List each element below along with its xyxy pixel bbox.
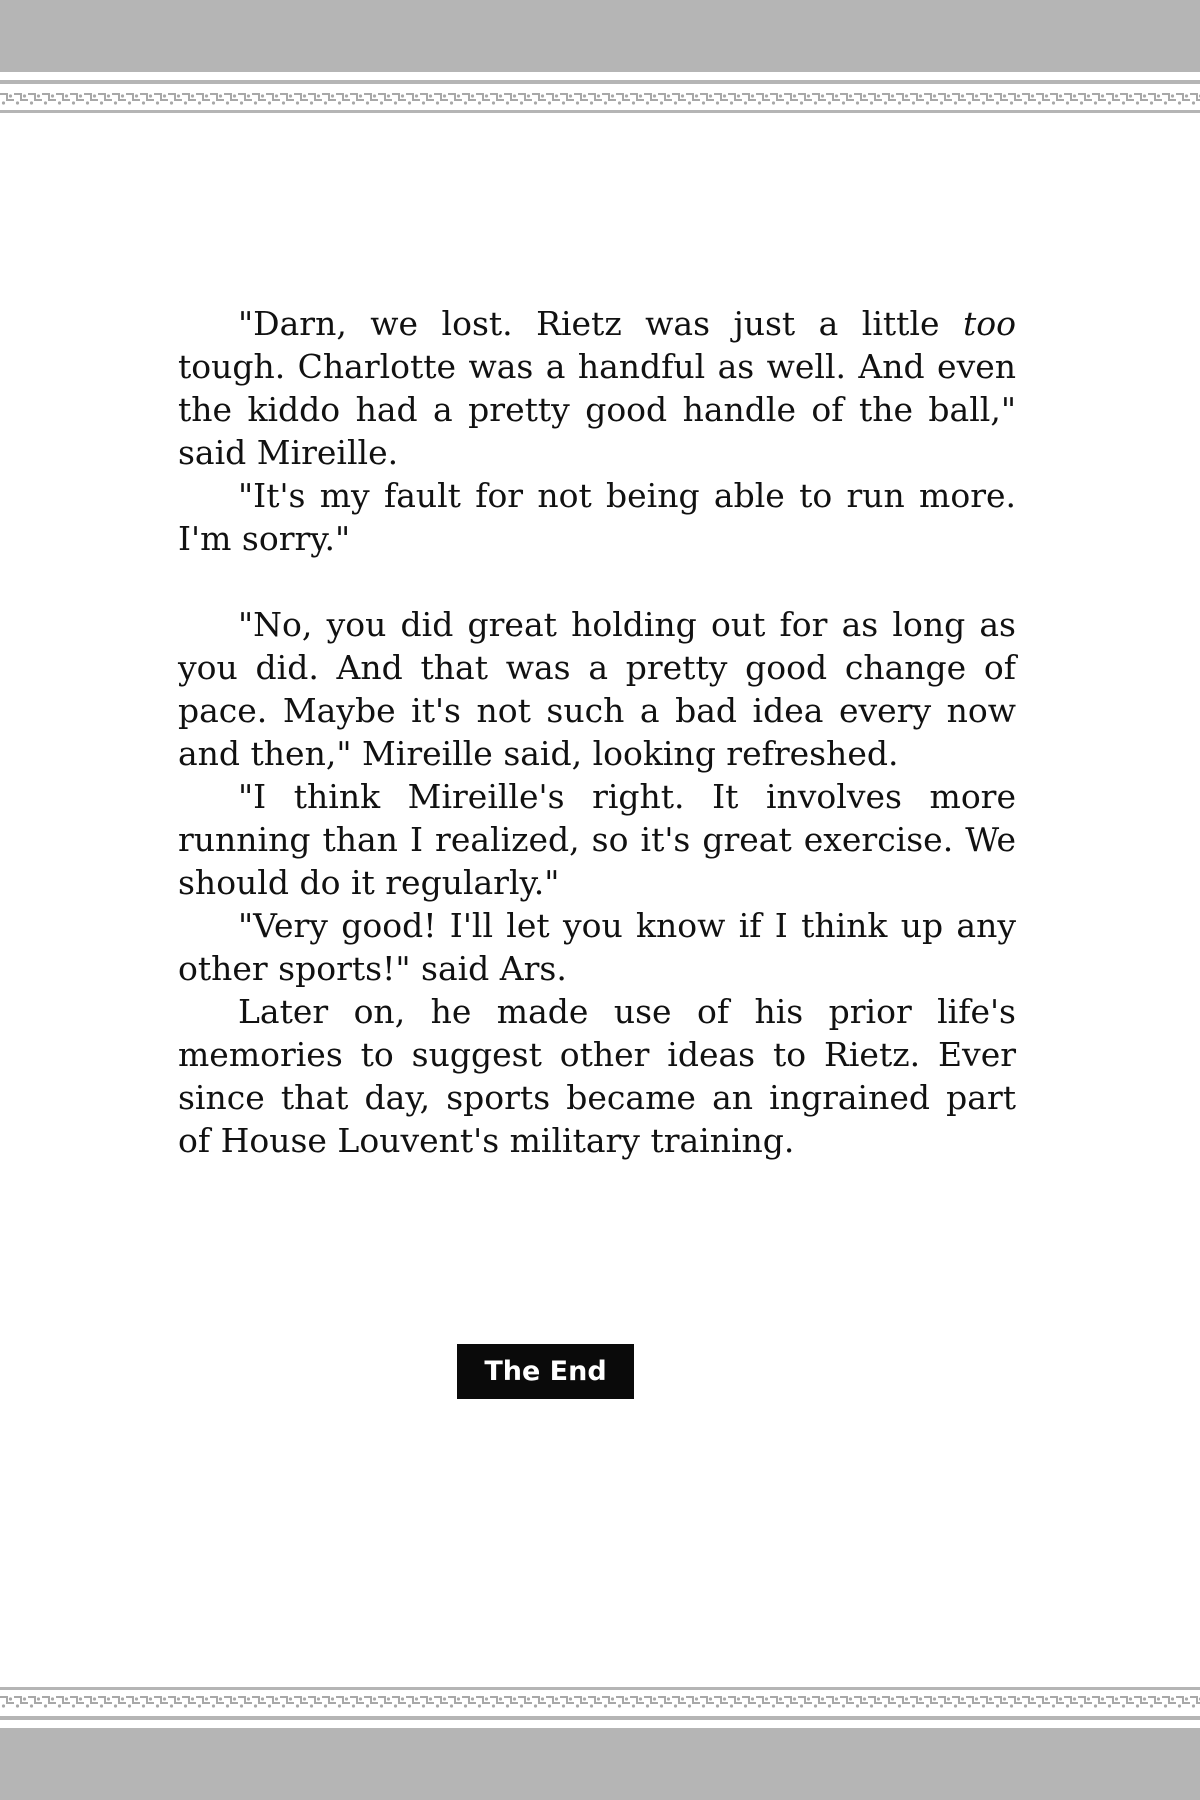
- top-border-rule: [0, 80, 1200, 84]
- bottom-gray-band: [0, 1728, 1200, 1800]
- story-text: [178, 302, 1016, 1162]
- paragraph: [178, 302, 1016, 474]
- emphasized-word: too: [963, 304, 1016, 343]
- bottom-border-rule-inner: [0, 1687, 1200, 1690]
- paragraph: "No, you did great holding out for as long as you did. And that was a pretty good change of pace. Maybe it's not such a bad idea every now and then," Mireille said, looking refreshed.: [178, 605, 1016, 773]
- paragraph-text: "Darn, we lost. Rietz was just a little: [238, 304, 963, 343]
- top-ornament-border: [0, 90, 1200, 108]
- paragraph: Later on, he made use of his prior life's memories to suggest other ideas to Rietz. Ever since that day, sports became an ingrained part of House Louvent's military training.: [178, 992, 1016, 1160]
- paragraph: "Very good! I'll let you know if I think up any other sports!" said Ars.: [178, 906, 1016, 988]
- top-border-rule-inner: [0, 110, 1200, 113]
- bottom-ornament-border: [0, 1693, 1200, 1711]
- the-end-badge: The End: [457, 1344, 634, 1399]
- paragraph-text: tough. Charlotte was a handful as well. And even the kiddo had a pretty good handle of the ball," said Mireille.: [178, 347, 1016, 472]
- bottom-border-rule: [0, 1716, 1200, 1720]
- top-gray-band: [0, 0, 1200, 72]
- paragraph: "It's my fault for not being able to run more. I'm sorry.": [178, 476, 1016, 558]
- paragraph: "I think Mireille's right. It involves more running than I realized, so it's great exercise. We should do it regularly.": [178, 777, 1016, 902]
